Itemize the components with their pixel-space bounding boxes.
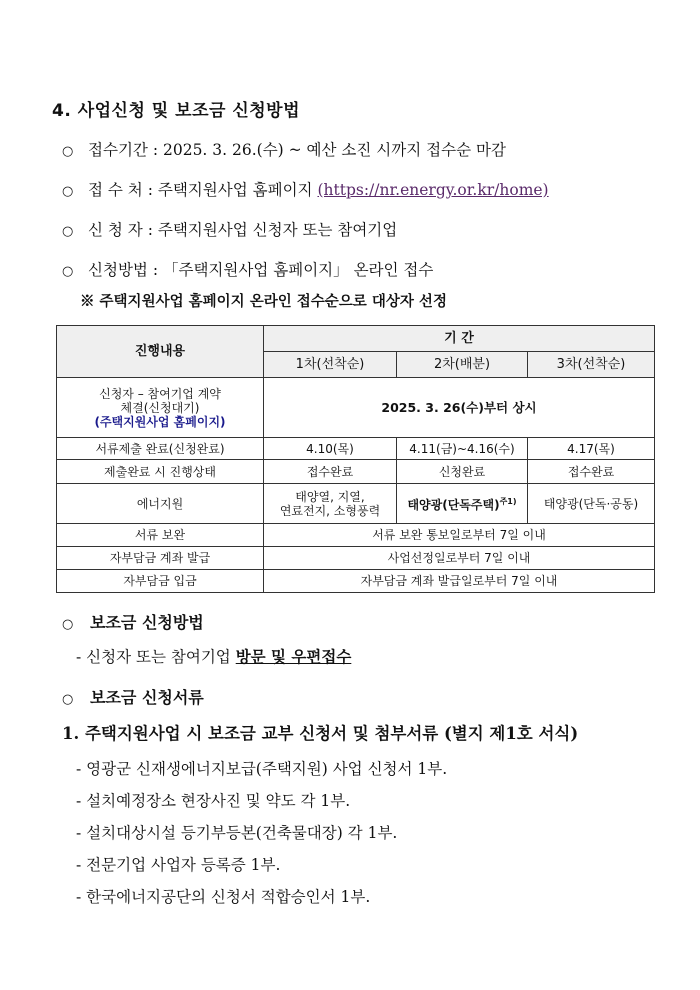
table-row xyxy=(57,570,655,593)
row-label: 에너지원 xyxy=(57,484,264,524)
bullet-text: 주택지원사업 홈페이지 xyxy=(157,181,318,199)
homepage-link[interactable]: (https://nr.energy.or.kr/home) xyxy=(317,181,549,199)
merged-cell: 서류 보완 통보일로부터 7일 이내 xyxy=(264,524,655,547)
doc-list-item: - 전문기업 사업자 등록증 1부. xyxy=(76,856,281,874)
row-label: 신청자 – 참여기업 계약 체결(신청대기) (주택지원사업 홈페이지) xyxy=(57,378,264,438)
bullet-label: 신청방법 xyxy=(88,261,148,279)
subsidy-docs-heading: ○ 보조금 신청서류 xyxy=(62,688,204,707)
bullet-label: 접 수 처 xyxy=(88,181,143,199)
header-period: 기 간 xyxy=(264,326,655,352)
bullet-reception-period: ○ 접수기간 : 2025. 3. 26.(수) ~ 예산 소진 시까지 접수순 마감 xyxy=(62,141,506,159)
circle-bullet-icon: ○ xyxy=(62,224,74,239)
row-label: 자부담금 입금 xyxy=(57,570,264,593)
bullet-application-method: ○ 신청방법 : 「주택지원사업 홈페이지」 온라인 접수 xyxy=(62,261,434,279)
visit-mail-emphasis: 방문 및 우편접수 xyxy=(235,647,352,666)
bullet-text: 주택지원사업 신청자 또는 참여기업 xyxy=(157,221,398,239)
bullet-text: 2025. 3. 26.(수) ~ 예산 소진 시까지 접수순 마감 xyxy=(162,141,506,159)
circle-bullet-icon: ○ xyxy=(62,264,74,279)
section-title: 4. 사업신청 및 보조금 신청방법 xyxy=(52,101,301,121)
merged-cell: 사업선정일로부터 7일 이내 xyxy=(264,547,655,570)
header-round-3: 3차(선착순) xyxy=(528,352,655,378)
merged-cell: 2025. 3. 26(수)부터 상시 xyxy=(264,378,655,438)
row-label: 서류제출 완료(신청완료) xyxy=(57,438,264,460)
subsidy-method-heading: ○ 보조금 신청방법 xyxy=(62,613,204,632)
doc-list-item: - 설치대상시설 등기부등본(건축물대장) 각 1부. xyxy=(76,824,398,842)
row-label: 자부담금 계좌 발급 xyxy=(57,547,264,570)
table-row xyxy=(57,524,655,547)
bullet-text: 「주택지원사업 홈페이지」 온라인 접수 xyxy=(162,261,434,279)
bullet-reception-place: ○ 접 수 처 : 주택지원사업 홈페이지 (https://nr.energy.or.kr/home) xyxy=(62,181,549,199)
circle-bullet-icon: ○ xyxy=(62,692,74,707)
schedule-table xyxy=(56,325,655,593)
homepage-highlight: (주택지원사업 홈페이지) xyxy=(94,414,226,429)
table-row: 서류제출 완료(신청완료) 4.10(목) 4.11(금)~4.16(수) 4.17(목) xyxy=(57,438,655,460)
doc-list-item: - 한국에너지공단의 신청서 적합승인서 1부. xyxy=(76,888,371,906)
header-round-1: 1차(선착순) xyxy=(264,352,397,378)
doc-list-item: - 설치예정장소 현장사진 및 약도 각 1부. xyxy=(76,792,351,810)
circle-bullet-icon: ○ xyxy=(62,617,74,632)
docs-item-title: 1. 주택지원사업 시 보조금 교부 신청서 및 첨부서류 (별지 제1호 서식) xyxy=(62,724,579,743)
subsidy-method-line: - 신청자 또는 참여기업 방문 및 우편접수 xyxy=(76,647,352,666)
merged-cell: 자부담금 계좌 발급일로부터 7일 이내 xyxy=(264,570,655,593)
footnote-marker: 주1) xyxy=(499,497,517,506)
bullet-label: 신 청 자 xyxy=(88,221,143,239)
table-row xyxy=(57,378,655,438)
table-row xyxy=(57,547,655,570)
table-row: 제출완료 시 진행상태 접수완료 신청완료 접수완료 xyxy=(57,460,655,484)
doc-list-item: - 영광군 신재생에너지보급(주택지원) 사업 신청서 1부. xyxy=(76,760,448,778)
bullet-applicant: ○ 신 청 자 : 주택지원사업 신청자 또는 참여기업 xyxy=(62,221,398,239)
circle-bullet-icon: ○ xyxy=(62,184,74,199)
row-label: 서류 보완 xyxy=(57,524,264,547)
circle-bullet-icon: ○ xyxy=(62,144,74,159)
bullet-label: 접수기간 xyxy=(88,141,148,159)
row-label: 제출완료 시 진행상태 xyxy=(57,460,264,484)
header-progress: 진행내용 xyxy=(57,326,264,378)
header-round-2: 2차(배분) xyxy=(397,352,528,378)
selection-note: ※ 주택지원사업 홈페이지 온라인 접수순으로 대상자 선정 xyxy=(80,293,447,310)
table-row: 에너지원 태양열, 지열, 연료전지, 소형풍력 태양광(단독주택)$^{주1)}$ 태양광(단독·공동) xyxy=(57,484,655,524)
